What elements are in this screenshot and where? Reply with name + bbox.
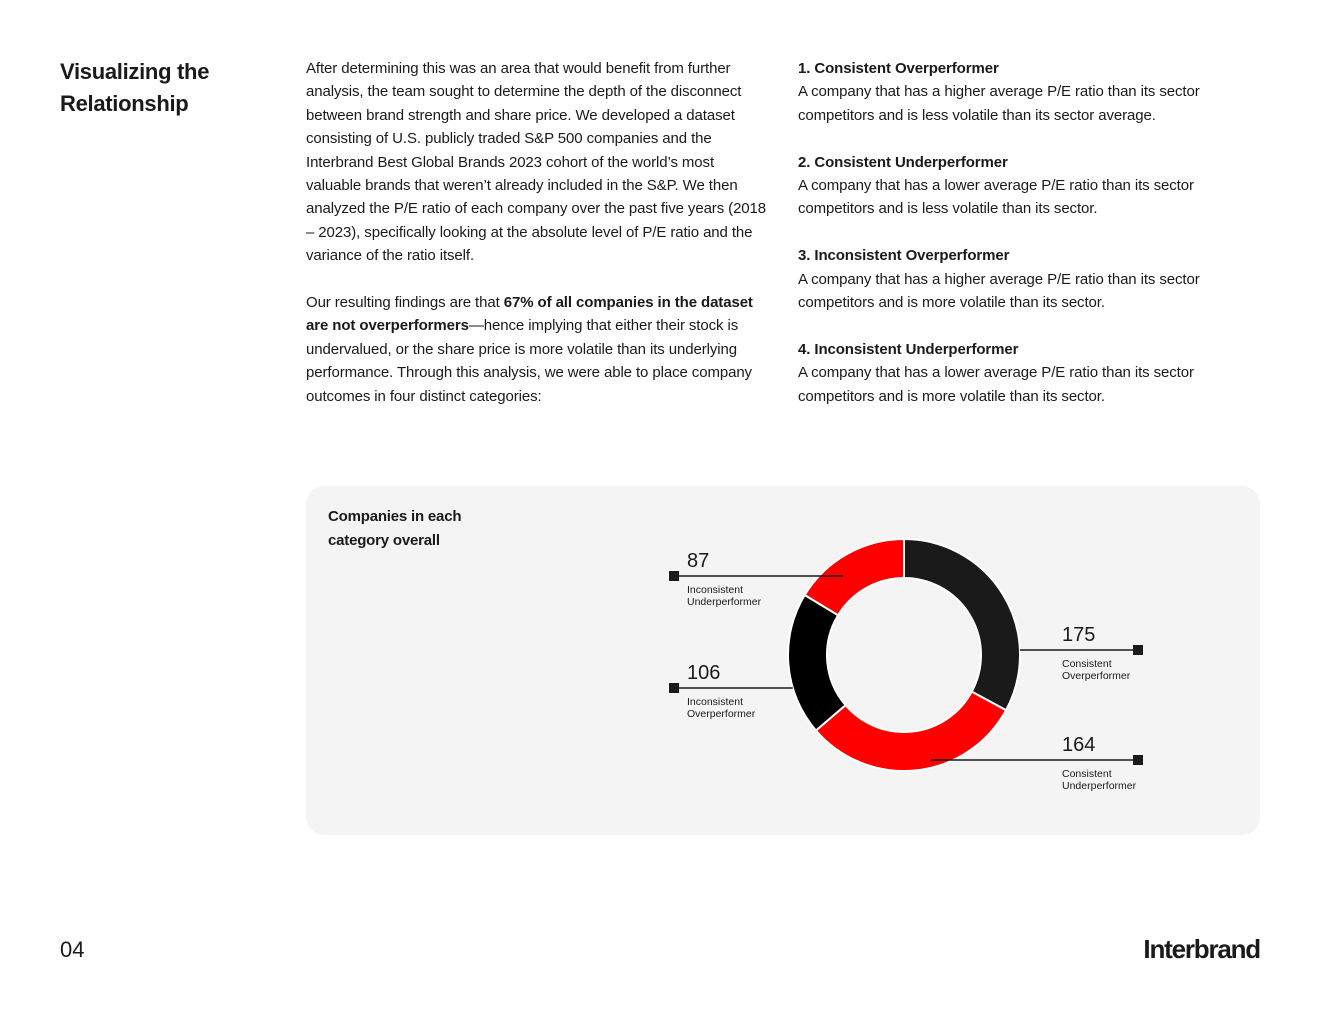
callout-marker [669, 571, 679, 581]
data-label-category: Overperformer [687, 708, 756, 720]
data-label-category: Inconsistent [687, 584, 744, 596]
data-label-value: 87 [687, 550, 710, 572]
data-label-category: Consistent [1062, 658, 1112, 670]
data-label-category: Overperformer [1062, 670, 1131, 682]
intro-paragraph-2-tail: —hence implying that either their stock is undervalued, or the share price is more volatile than its underlying performance. Through this analysis, we were able to place company outcomes in four distinct categories: [306, 317, 752, 405]
category-item [798, 151, 1268, 221]
category-title: 4. Inconsistent Underperformer [798, 340, 1019, 358]
intro-paragraph-1: After determining this was an area that would benefit from further analysis, the team sought to determine the depth of the disconnect between brand strength and share price. We developed a dataset consisting of U.S. publicly traded S&P 500 companies and the Interbrand Best Global Brands 2023 cohort of the world’s most valuable brands that weren’t already included in the S&P. We then analyzed the P/E ratio of each company over the past five years (2018 – 2023), specifically looking at the absolute level of P/E ratio and the variance of the ratio itself. [306, 60, 767, 265]
page-number: 04 [60, 937, 85, 962]
category-description: A company that has a higher average P/E ratio than its sector competitors and is less volatile than its sector average. [798, 83, 1200, 124]
callout-marker [669, 683, 679, 693]
data-label-value: 106 [687, 662, 721, 684]
intro-key-finding: 67% of all companies in the dataset are not overperformers [306, 294, 753, 335]
donut-slice [904, 539, 1020, 710]
category-title: 2. Consistent Underperformer [798, 153, 1008, 171]
category-item [798, 244, 1268, 314]
brand-logo: Interbrand [1143, 934, 1260, 964]
intro-paragraph-2-lead: Our resulting findings are that [306, 294, 504, 312]
data-label-value: 175 [1062, 624, 1096, 646]
donut-slice [805, 539, 904, 615]
data-label-category: Inconsistent [687, 696, 744, 708]
section-title: Visualizing the Relationship [60, 59, 210, 116]
intro-column [306, 57, 768, 431]
intro-paragraph-2 [306, 291, 768, 408]
category-description: A company that has a lower average P/E ratio than its sector competitors and is less volatile than its sector. [798, 177, 1194, 218]
data-label-category: Underperformer [687, 596, 762, 608]
donut-chart [306, 486, 1260, 835]
callout-marker [1133, 755, 1143, 765]
chart-title: Companies in each category overall [328, 508, 462, 549]
category-description: A company that has a higher average P/E ratio than its sector competitors and is more volatile than its sector. [798, 270, 1200, 312]
data-label-category: Consistent [1062, 768, 1112, 780]
categories-list [798, 57, 1268, 431]
category-item [798, 338, 1268, 408]
data-label-category: Underperformer [1062, 780, 1137, 792]
category-item [798, 57, 1268, 127]
chart-panel [306, 486, 1260, 835]
category-title: 1. Consistent Overperformer [798, 60, 999, 77]
category-title: 3. Inconsistent Overperformer [798, 247, 1010, 265]
callout-marker [1133, 645, 1143, 655]
data-label-value: 164 [1062, 734, 1096, 756]
category-description: A company that has a lower average P/E ratio than its sector competitors and is more volatile than its sector. [798, 364, 1194, 405]
